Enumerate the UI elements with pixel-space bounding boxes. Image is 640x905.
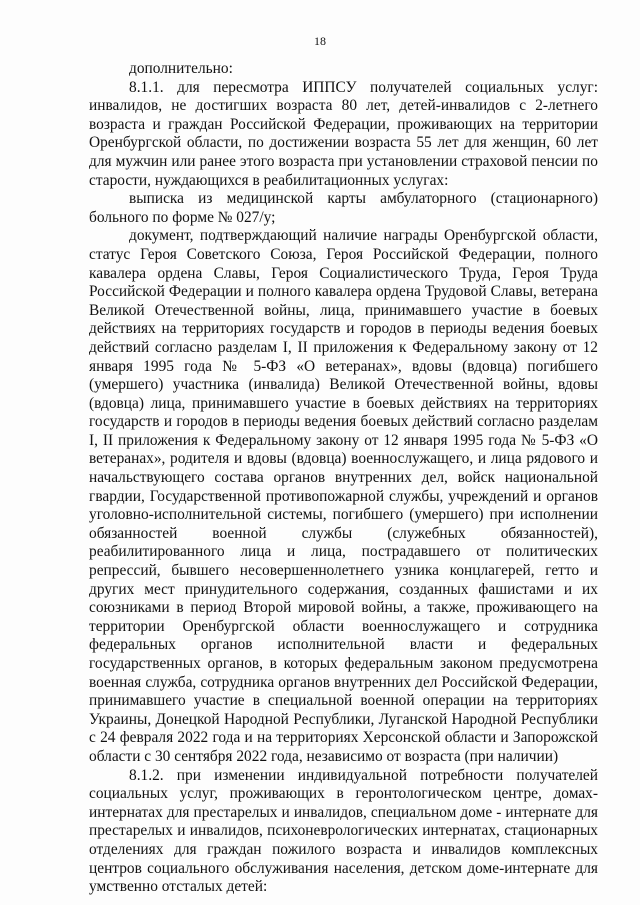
document-body [89, 60, 598, 897]
paragraph-8-1-1: 8.1.1. для пересмотра ИППСУ получателей социальных услуг: инвалидов, не достигших возраста 80 лет, детей-инвалидов с 2-летнего возраста и граждан Российской Федерации, проживающих на территории Оренбургской области, по достижении возраста 55 лет для женщин, 60 лет для мужчин или ранее этого возраста при установлении страховой пенсии по старости, нуждающихся в реабилитационных услугах: [89, 78, 598, 189]
paragraph-intro: дополнительно: [129, 60, 233, 77]
paragraph-8-1-2: 8.1.2. при изменении индивидуальной потребности получателей социальных услуг, проживающих в геронтологическом центре, домах-интернатах для престарелых и инвалидов, специальном доме - интернате для престарелых и инвалидов, психоневрологических интернатах, стационарных отделениях для граждан пожилого возраста и инвалидов комплексных центров социального обслуживания населения, детском доме-интернате для умственно отсталых детей: [89, 766, 598, 896]
paragraph-medical-extract: выписка из медицинской карты амбулаторного (стационарного) больного по форме № 027/у; [89, 190, 598, 226]
page-number: 18 [314, 34, 326, 48]
paragraph-award-document: документ, подтверждающий наличие награды Оренбургской области, статус Героя Советского Союза, Героя Российской Федерации, полного кавалера ордена Славы, Героя Социалистического Труда, Героя Труда Российской Федерации и полного кавалера ордена Трудовой Славы, ветерана Великой Отечественной войны, лица, принимавшего участие в боевых действиях на территориях государств и городов в периоды ведения боевых действий согласно разделам I, II приложения к Федеральному закону от 12 января 1995 года № 5-ФЗ «О ветеранах», вдовы (вдовца) погибшего (умершего) участника (инвалида) Великой Отечественной войны, вдовы (вдовца) лица, принимавшего участие в боевых действиях на территориях государств и городов в периоды ведения боевых действий согласно разделам I, II приложения к Федеральному закону от 12 января 1995 года № 5-ФЗ «О ветеранах», родителя и вдовы (вдовца) военнослужащего, и лица рядового и начальствующего состава органов внутренних дел, войск национальной гвардии, Государственной противопожарной службы, учреждений и органов уголовно-исполнительной системы, погибшего (умершего) при исполнении обязанностей военной службы (служебных обязанностей), реабилитированного лица и лица, пострадавшего от политических репрессий, бывшего несовершеннолетнего узника концлагерей, гетто и других мест принудительного содержания, созданных фашистами и их союзниками в период Второй мировой войны, а также, проживающего на территории Оренбургской области военнослужащего и сотрудника федеральных органов исполнительной власти и федеральных государственных органов, в которых федеральным законом предусмотрена военная служба, сотрудника органов внутренних дел Российской Федерации, принимавшего участие в специальной военной операции на территориях Украины, Донецкой Народной Республики, Луганской Народной Республики с 24 февраля 2022 года и на территориях Херсонской области и Запорожской области с 30 сентября 2022 года, независимо от возраста (при наличии) [89, 227, 598, 765]
